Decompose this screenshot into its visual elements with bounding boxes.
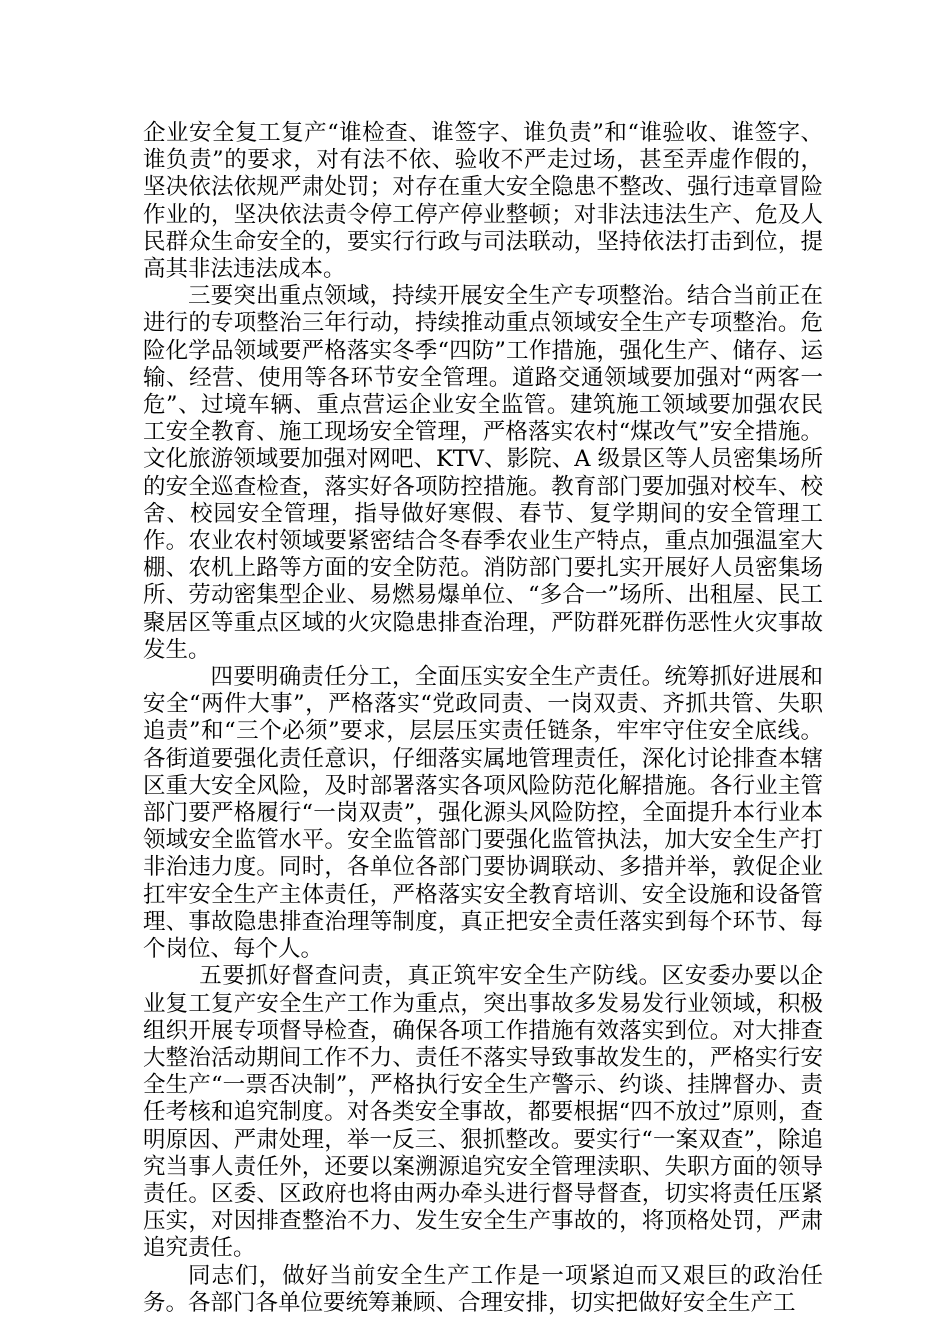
document-body: [143, 120, 823, 1317]
paragraph-supervision: 五要抓好督查问责，真正筑牢安全生产防线。区安委办要以企业复工复产安全生产工作为重点，突出事故多发易发行业领域，积极组织开展专项督导检查，确保各项工作措施有效落实到位。对大排查大整治活动期间工作不力、责任不落实导致事故发生的，严格实行安全生产“一票否决制”，严格执行安全生产警示、约谈、挂牌督办、责任考核和追究制度。对各类安全事故，都要根据“四不放过”原则，查明原因、严肃处理，举一反三、狠抓整改。要实行“一案双查”，除追究当事人责任外，还要以案溯源追究安全管理渎职、失职方面的领导责任。区委、区政府也将由两办牵头进行督导督查，切实将责任压紧压实，对因排查整治不力、发生安全生产事故的，将顶格处罚，严肃追究责任。: [143, 963, 823, 1262]
paragraph-closing: 同志们，做好当前安全生产工作是一项紧迫而又艰巨的政治任务。各部门各单位要统筹兼顾、合理安排，切实把做好安全生产工: [143, 1262, 823, 1316]
paragraph-responsibility: 四要明确责任分工，全面压实安全生产责任。统筹抓好进展和安全“两件大事”，严格落实“党政同责、一岗双责、齐抓共管、失职追责”和“三个必须”要求，层层压实责任链条，牢牢守住安全底线。各街道要强化责任意识，仔细落实属地管理责任，深化讨论排查本辖区重大安全风险，及时部署落实各项风险防范化解措施。各行业主管部门要严格履行“一岗双责”，强化源头风险防控，全面提升本行业本领域安全监管水平。安全监管部门要强化监管执法，加大安全生产打非治违力度。同时，各单位各部门要协调联动、多措并举，敦促企业扛牢安全生产主体责任，严格落实安全教育培训、安全设施和设备管理、事故隐患排查治理等制度，真正把安全责任落实到每个环节、每个岗位、每个人。: [143, 664, 823, 963]
paragraph-key-areas: 三要突出重点领域，持续开展安全生产专项整治。结合当前正在进行的专项整治三年行动，持续推动重点领域安全生产专项整治。危险化学品领域要严格落实冬季“四防”工作措施，强化生产、储存、运输、经营、使用等各环节安全管理。道路交通领域要加强对“两客一危”、过境车辆、重点营运企业安全监管。建筑施工领域要加强农民工安全教育、施工现场安全管理，严格落实农村“煤改气”安全措施。文化旅游领域要加强对网吧、KTV、影院、A 级景区等人员密集场所的安全巡查检查，落实好各项防控措施。教育部门要加强对校车、校舍、校园安全管理，指导做好寒假、春节、复学期间的安全管理工作。农业农村领域要紧密结合冬春季农业生产特点，重点加强温室大棚、农机上路等方面的安全防范。消防部门要扎实开展好人员密集场所、劳动密集型企业、易燃易爆单位、“多合一”场所、出租屋、民工聚居区等重点区域的火灾隐患排查治理，严防群死群伤恶性火灾事故发生。: [143, 283, 823, 663]
paragraph-continuation: 企业安全复工复产“谁检查、谁签字、谁负责”和“谁验收、谁签字、谁负责”的要求，对有法不依、验收不严走过场，甚至弄虚作假的，坚决依法依规严肃处罚；对存在重大安全隐患不整改、强行违章冒险作业的，坚决依法责令停工停产停业整顿；对非法违法生产、危及人民群众生命安全的，要实行行政与司法联动，坚持依法打击到位，提高其非法违法成本。: [143, 120, 823, 283]
